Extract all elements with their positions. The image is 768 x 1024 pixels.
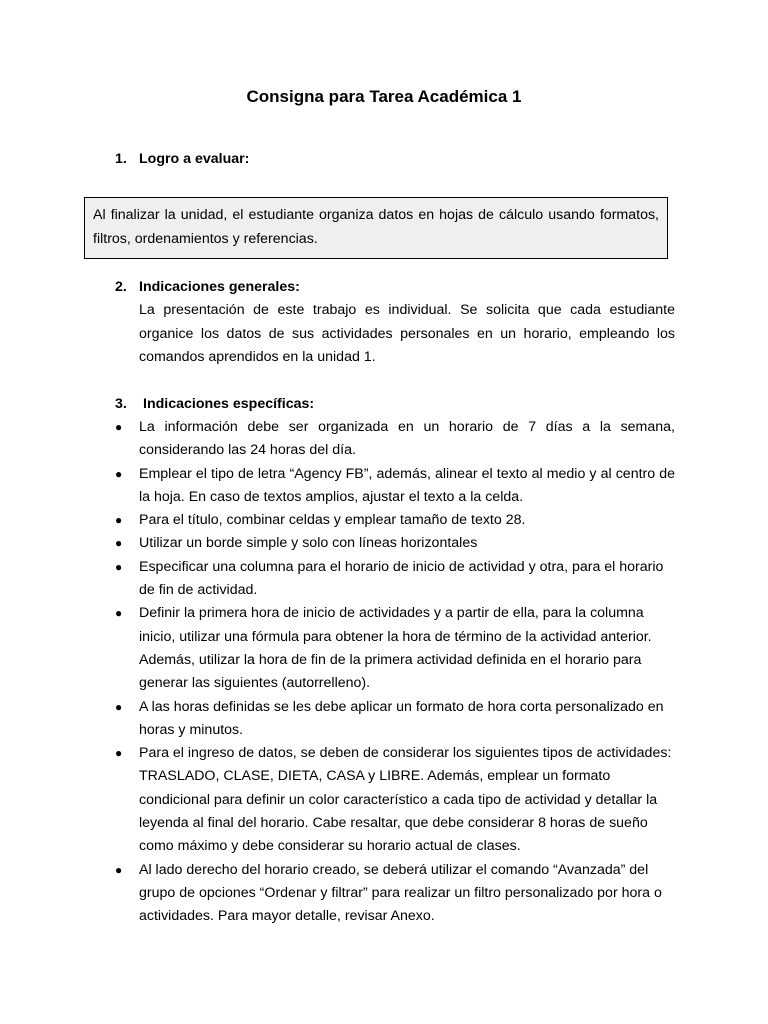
list-item — [115, 509, 675, 532]
list-item-text: Especificar una columna para el horario de inicio de actividad y otra, para el horario de fin de actividad. — [139, 558, 664, 599]
section-1-title: Logro a evaluar: — [139, 151, 250, 167]
bullet-icon: ● — [115, 513, 123, 528]
section-1-heading — [115, 149, 249, 169]
page-title: Consigna para Tarea Académica 1 — [246, 87, 522, 106]
bullet-icon: ● — [115, 746, 123, 761]
section-2-text: La presentación de este trabajo es individual. Se solicita que cada estudiante organice los datos de sus actividades personales en un horario, empleando los comandos aprendidos en la unidad 1. — [139, 302, 675, 365]
list-item-text: Para el ingreso de datos, se deben de considerar los siguientes tipos de actividades: TRASLADO, CLASE, DIETA, CASA y LIBRE. Además, emplear un formato condicional para definir un color característico a cada tipo de actividad y detallar la leyenda al final del horario. Cabe resaltar, que debe considerar 8 horas de sueño como máximo y debe considerar su horario actual de clases. — [139, 745, 672, 855]
section-3-title: Indicaciones específicas: — [143, 396, 315, 412]
list-item — [115, 742, 675, 858]
bullet-icon: ● — [115, 606, 123, 621]
bullet-icon: ● — [115, 699, 123, 714]
list-item-text: La información debe ser organizada en un horario de 7 días a la semana, considerando las 24 horas del día. — [139, 419, 675, 459]
list-item-text: Definir la primera hora de inicio de actividades y a partir de ella, para la columna inicio, utilizar una fórmula para obtener la hora de término de la actividad anterior. Además, utilizar la hora de fin de la primera actividad definida en el horario para generar las siguientes (autorrelleno). — [139, 605, 652, 692]
bullet-icon: ● — [115, 466, 123, 481]
list-item — [115, 532, 675, 555]
section-3-number: 3. — [115, 396, 127, 412]
section-1-number: 1. — [115, 151, 127, 167]
list-item — [115, 696, 675, 743]
section-2-title: Indicaciones generales: — [139, 279, 300, 295]
indicaciones-list — [115, 416, 675, 929]
list-item — [115, 859, 675, 929]
section-3-heading — [115, 394, 314, 414]
section-2-number: 2. — [115, 279, 127, 295]
bullet-icon: ● — [115, 559, 123, 574]
list-item — [115, 416, 675, 463]
section-2-heading — [115, 277, 300, 297]
list-item-text: Emplear el tipo de letra “Agency FB”, además, alinear el texto al medio y al centro de la hoja. En caso de textos amplios, ajustar el texto a la celda. — [139, 465, 675, 505]
list-item-text: Para el título, combinar celdas y emplear tamaño de texto 28. — [139, 512, 526, 529]
list-item-text: Utilizar un borde simple y solo con líneas horizontales — [139, 535, 478, 552]
bullet-icon: ● — [115, 420, 123, 434]
list-item — [115, 556, 675, 603]
bullet-icon: ● — [115, 536, 123, 551]
list-item — [115, 602, 675, 695]
list-item-text: A las horas definidas se les debe aplicar un formato de hora corta personalizado en horas y minutos. — [139, 698, 664, 738]
list-item — [115, 463, 675, 510]
bullet-icon: ● — [115, 862, 123, 877]
list-item-text: Al lado derecho del horario creado, se deberá utilizar el comando “Avanzada” del grupo de opciones “Ordenar y filtrar” para realizar un filtro personalizado por hora o actividades. Para mayor detalle, revisar Anexo. — [139, 861, 662, 925]
logro-box: Al finalizar la unidad, el estudiante organiza datos en hojas de cálculo usando formatos, filtros, ordenamientos y referencias. — [84, 197, 668, 259]
